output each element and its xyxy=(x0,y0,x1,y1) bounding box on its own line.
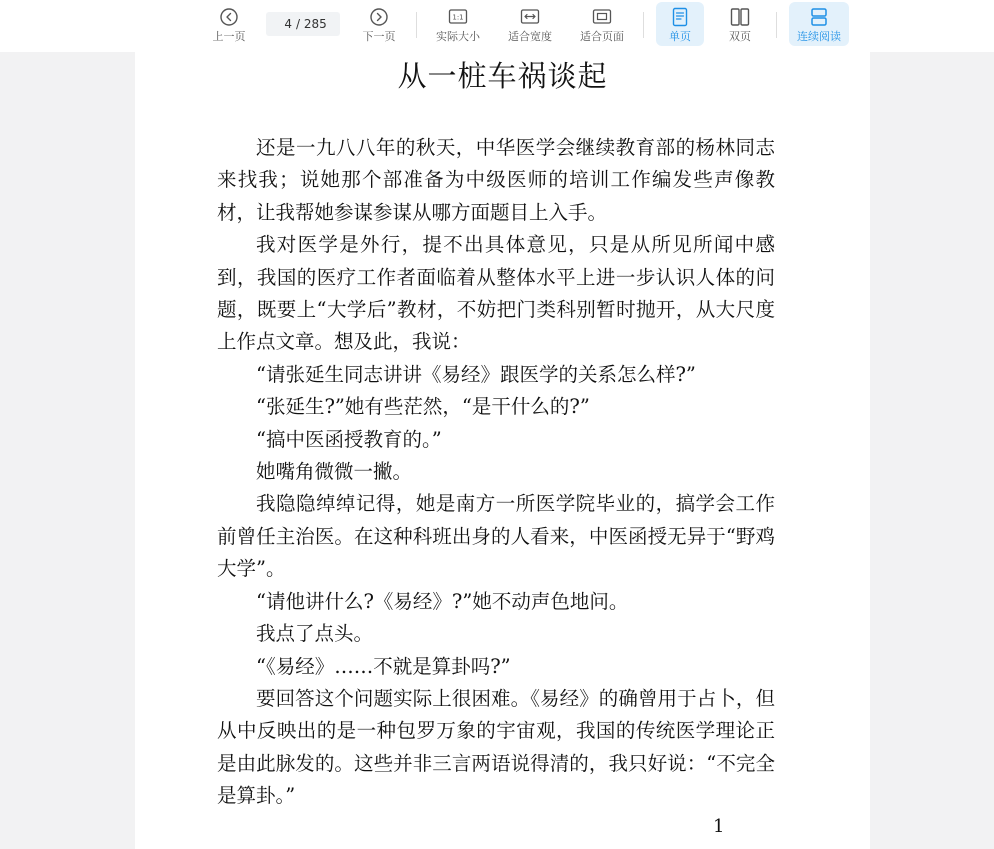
fit-page-icon xyxy=(591,6,613,28)
paragraph: 她嘴角微微一撇。 xyxy=(256,460,413,484)
paragraph: “《易经》……不就是算卦吗?” xyxy=(256,654,511,678)
next-page-button[interactable] xyxy=(356,0,402,48)
double-page-icon xyxy=(729,6,751,28)
prev-page-label: 上一页 xyxy=(212,30,246,43)
document-page xyxy=(135,52,870,849)
document-body xyxy=(217,132,775,813)
paragraph: “请张延生同志讲讲《易经》跟医学的关系怎么样?” xyxy=(256,362,696,386)
total-pages: / 285 xyxy=(296,17,327,31)
next-page-label: 下一页 xyxy=(362,30,396,43)
prev-page-button[interactable] xyxy=(206,0,252,48)
page-indicator xyxy=(266,12,340,36)
chevron-left-circle-icon xyxy=(218,6,240,28)
top-toolbar xyxy=(0,0,994,52)
paragraph: 还是一九八八年的秋天，中华医学会继续教育部的杨林同志来找我；说她那个部准备为中级医师的培训工作编发些声像教材，让我帮她参谋参谋从哪方面题目上入手。 xyxy=(217,136,775,224)
paragraph: 我对医学是外行，提不出具体意见，只是从所见所闻中感到，我国的医疗工作者面临着从整体水平上进一步认识人体的问题，既要上“大学后”教材，不妨把门类科别暂时抛开，从大尺度上作点文章。想及此，我说： xyxy=(217,233,775,354)
fit-page-button[interactable] xyxy=(574,0,630,48)
page-number: 1 xyxy=(713,816,725,837)
double-page-button[interactable] xyxy=(716,0,764,48)
fit-width-icon xyxy=(519,6,541,28)
paragraph: 要回答这个问题实际上很困难。《易经》的确曾用于占卜，但从中反映出的是一种包罗万象的宇宙观，我国的传统医学理论正是由此脉发的。这些并非三言两语说得清的，我只好说：“不完全是算卦。” xyxy=(217,686,775,808)
fit-page-label: 适合页面 xyxy=(580,30,624,43)
continuous-reading-button[interactable] xyxy=(789,2,849,46)
actual-size-icon-text: 1:1 xyxy=(452,13,464,22)
single-page-icon xyxy=(669,6,691,28)
paragraph: 我隐隐绰绰记得，她是南方一所医学院毕业的，搞学会工作前曾任主治医。在这种科班出身的人看来，中医函授无异于“野鸡大学”。 xyxy=(217,492,775,581)
actual-size-button[interactable] xyxy=(430,0,486,48)
chevron-right-circle-icon xyxy=(368,6,390,28)
continuous-reading-icon xyxy=(808,6,830,28)
double-page-label: 双页 xyxy=(729,30,751,43)
paragraph: “搞中医函授教育的。” xyxy=(256,427,442,451)
actual-size-icon xyxy=(447,6,469,28)
actual-size-label: 实际大小 xyxy=(436,30,480,43)
fit-width-button[interactable] xyxy=(502,0,558,48)
single-page-label: 单页 xyxy=(669,30,691,43)
chapter-title: 从一桩车祸谈起 xyxy=(397,59,608,93)
paragraph: 我点了点头。 xyxy=(256,622,374,646)
paragraph: “张延生?”她有些茫然，“是干什么的?” xyxy=(256,395,590,419)
paragraph: “请他讲什么?《易经》?”她不动声色地问。 xyxy=(256,589,629,613)
current-page-input[interactable] xyxy=(266,17,292,31)
single-page-button[interactable] xyxy=(656,2,704,46)
continuous-reading-label: 连续阅读 xyxy=(797,30,841,43)
fit-width-label: 适合宽度 xyxy=(508,30,552,43)
toolbar-divider xyxy=(776,12,777,38)
toolbar-divider xyxy=(416,12,417,38)
toolbar-divider xyxy=(643,12,644,38)
